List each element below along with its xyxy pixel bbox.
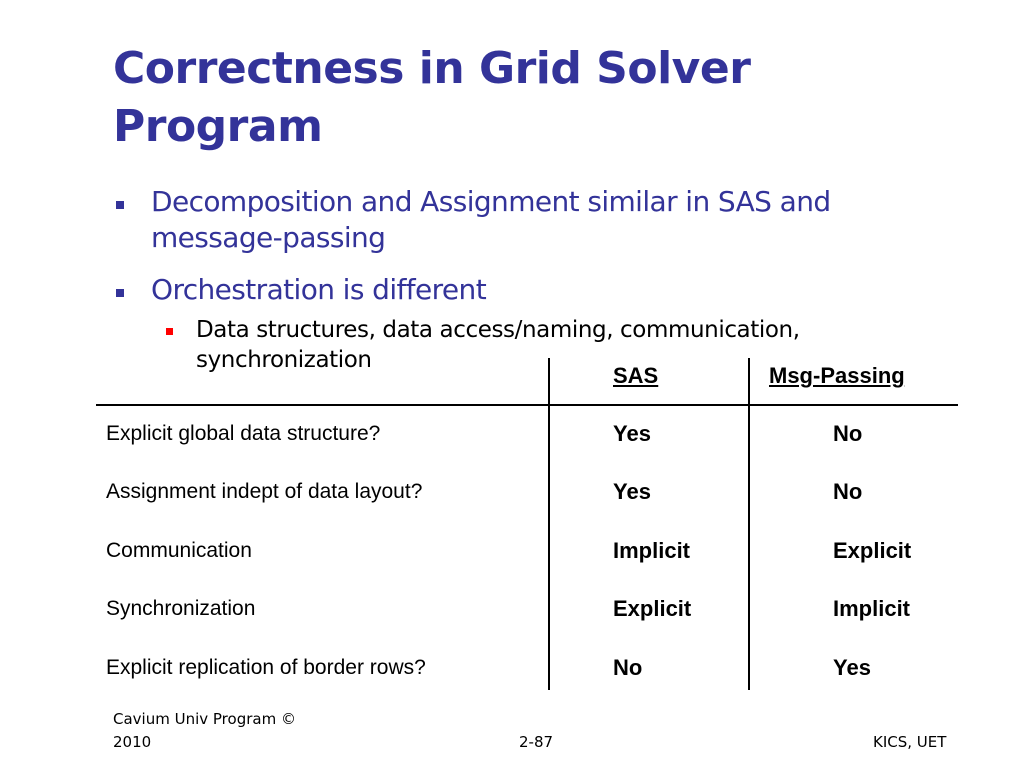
- header-msg-passing: Msg-Passing: [769, 363, 905, 388]
- footer-copyright-line-2: 2010: [113, 733, 152, 751]
- sub-bullet-1: Data structures, data access/naming, communication, synchronization: [196, 317, 800, 373]
- row-label-1: Explicit global data structure?: [106, 422, 381, 445]
- row-label-2: Assignment indept of data layout?: [106, 480, 423, 503]
- cell-mp-2: No: [833, 479, 863, 504]
- bullet-1: Decomposition and Assignment similar in SAS and message-passing: [151, 185, 831, 254]
- cell-sas-5: No: [613, 655, 643, 680]
- cell-sas-3: Implicit: [613, 538, 691, 563]
- sub-bullet-marker-1: [166, 328, 173, 335]
- bullet-marker-1: [116, 201, 124, 209]
- cell-sas-4: Explicit: [613, 596, 692, 621]
- bullet-marker-2: [116, 289, 124, 297]
- row-label-4: Synchronization: [106, 597, 256, 620]
- row-label-3: Communication: [106, 539, 252, 562]
- footer-copyright: [113, 708, 353, 754]
- footer-page-number: 2-87: [519, 733, 554, 751]
- cell-sas-1: Yes: [613, 421, 651, 446]
- footer-org: KICS, UET: [873, 733, 947, 751]
- footer-copyright-line-1: Cavium Univ Program ©: [113, 710, 296, 728]
- bullet-2: Orchestration is different: [151, 273, 487, 306]
- cell-mp-3: Explicit: [833, 538, 912, 563]
- table-header-rule: [96, 404, 958, 406]
- cell-mp-4: Implicit: [833, 596, 911, 621]
- table-divider-col-1: [548, 358, 550, 690]
- cell-mp-1: No: [833, 421, 863, 446]
- table-divider-col-2: [748, 358, 750, 690]
- cell-mp-5: Yes: [833, 655, 871, 680]
- slide-title: Correctness in Grid Solver Program: [113, 43, 751, 152]
- cell-sas-2: Yes: [613, 479, 651, 504]
- row-label-5: Explicit replication of border rows?: [106, 656, 426, 679]
- header-sas: SAS: [613, 363, 659, 388]
